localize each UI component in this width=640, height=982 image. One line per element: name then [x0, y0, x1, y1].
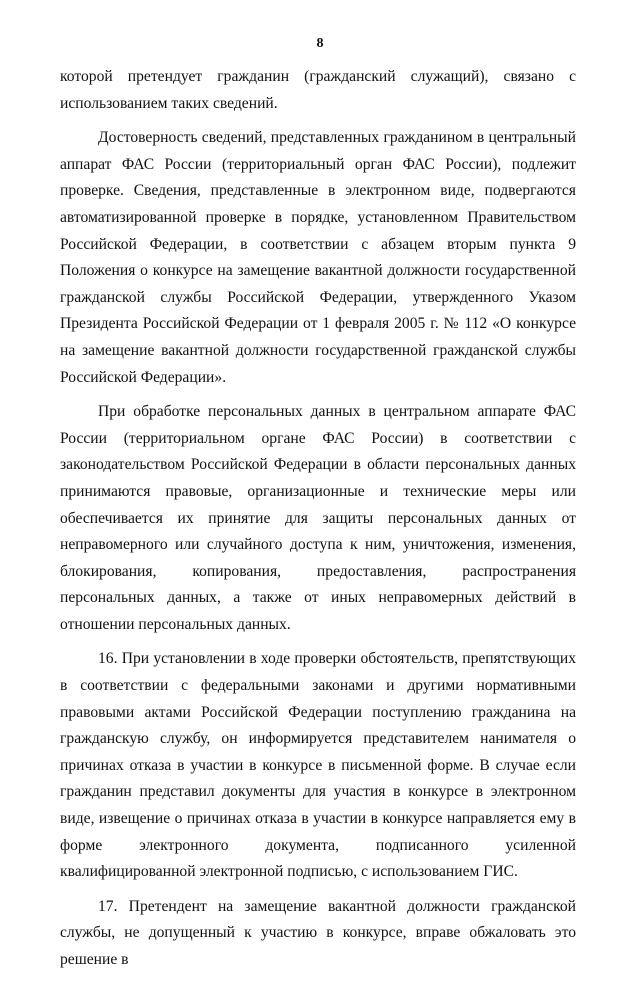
- paragraph-continuation: которой претендует гражданин (гражданский служащий), связано с использованием таких сведений.: [60, 68, 576, 112]
- paragraph-item-17: 17. Претендент на замещение вакантной должности гражданской службы, не допущенный к участию в конкурсе, вправе обжаловать это решение в: [60, 897, 576, 968]
- page-number: 8: [316, 36, 324, 51]
- paragraph-personal-data: При обработке персональных данных в центральном аппарате ФАС России (территориальном органе ФАС России) в соответствии с законодательством Российской Федерации в области персональных данных принимаются правовые, организационные и технические меры или обеспечивается их принятие для защиты персональных данных от неправомерного или случайного доступа к ним, уничтожения, изменения, блокирования, копирования, предоставления, распространения персональных данных, а также от иных неправомерных действий в отношении персональных данных.: [60, 403, 576, 633]
- document-body: [60, 64, 576, 982]
- paragraph-verification: Достоверность сведений, представленных гражданином в центральный аппарат ФАС России (территориальный орган ФАС России), подлежит проверке. Сведения, представленные в электронном виде, подвергаются автоматизированной проверке в порядке, установленном Правительством Российской Федерации, в соответствии с абзацем вторым пункта 9 Положения о конкурсе на замещение вакантной должности государственной гражданской службы Российской Федерации, утвержденного Указом Президента Российской Федерации от 1 февраля 2005 г. № 112 «О конкурсе на замещение вакантной должности государственной гражданской службы Российской Федерации».: [60, 129, 576, 386]
- paragraph-item-16: 16. При установлении в ходе проверки обстоятельств, препятствующих в соответствии с федеральными законами и другими нормативными правовыми актами Российской Федерации поступлению гражданина на гражданскую службу, он информируется представителем нанимателя о причинах отказа в участии в конкурсе в письменной форме. В случае если гражданин представил документы для участия в конкурсе в электронном виде, извещение о причинах отказа в участии в конкурсе направляется ему в форме электронного документа, подписанного усиленной квалифицированной электронной подписью, с использованием ГИС.: [60, 650, 576, 881]
